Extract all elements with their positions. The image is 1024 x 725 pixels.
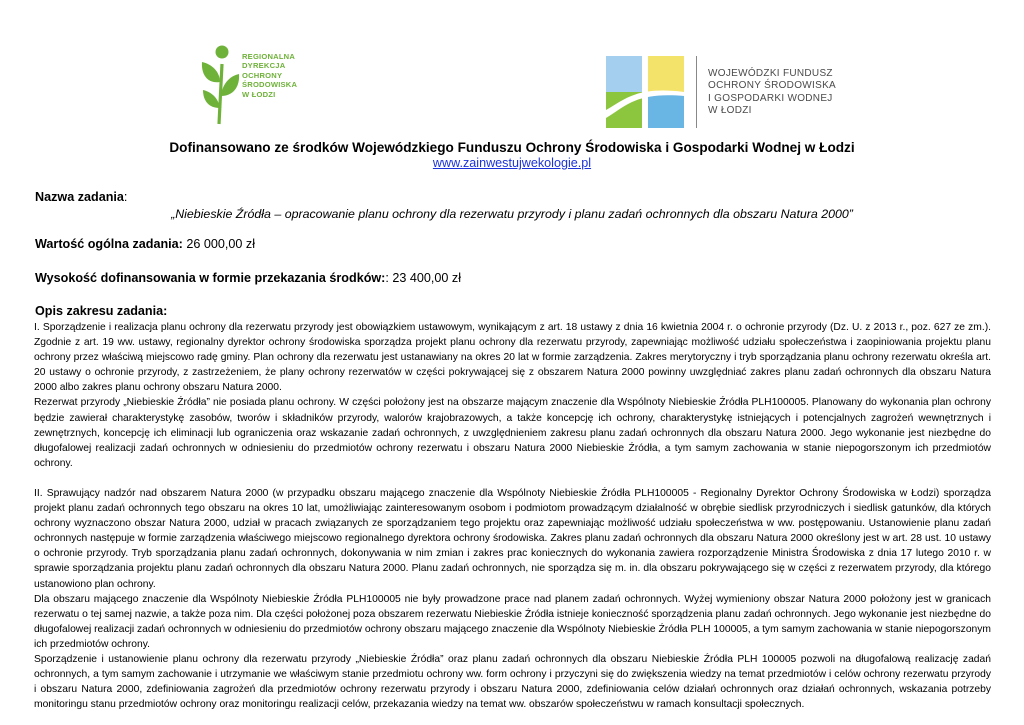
rdos-line-5: W ŁODZI [242, 89, 276, 99]
wf-line-3: I GOSPODARKI WODNEJ [708, 92, 833, 104]
total-value-amount: 26 000,00 zł [182, 237, 256, 251]
grant-row [35, 271, 461, 285]
wfosigw-emblem-icon [606, 56, 690, 128]
description-heading: Opis zakresu zadania: [35, 304, 168, 318]
page-title: Dofinansowano ze środków Wojewódzkiego Funduszu Ochrony Środowiska i Gospodarki Wodnej w Łodzi [169, 140, 855, 155]
description-paragraph-4: Dla obszaru mającego znaczenie dla Wspólnoty Niebieskie Źródła PLH100005 nie były prowadzone prace nad planem zadań ochronnych. Wyżej wymieniony obszar Natura 2000 położony jest w granicach rezerwatu o tej samej nazwie, a także poza nim. Dla części położonej poza obszarem rezerwatu Niebieskie Źródła istnieje konieczność sporządzenia planu zadań ochronnych. Jego wykonanie jest niezbędne do długofalowej realizacji zadań ochronnych w odniesieniu do przedmiotów ochrony obszaru mającego znaczenie dla Wspólnoty Niebieskie Źródła PLH 100005, a tym samym zachowania w stanie niepogorszonym ich przedmiotów ochrony. [34, 593, 991, 650]
rdos-line-1: REGIONALNA [242, 52, 296, 61]
grant-label: Wysokość dofinansowania w formie przekazania środków: [35, 271, 386, 285]
description-paragraph-5: Sporządzenie i ustanowienie planu ochrony dla rezerwatu przyrody „Niebieskie Źródła” oraz planu zadań ochronnych dla obszaru Niebieskie Źródła PLH 100005 pozwoli na długofalową realizację zadań ochronnych, a tym samym zachowanie i utrzymanie we właściwym stanie przedmiotu ochrony ww. form ochrony i przyczyni się do zwiększenia wiedzy na temat przedmiotów i celów ochrony rezerwatu przyrody i obszaru Natura 2000, zdefiniowania zagrożeń dla przedmiotów ochrony rezerwatu przyrody i obszaru Natura 2000, zdefiniowania celów działań ochronnych oraz działań ochronnych, wskazania potrzeby monitoringu stanu przedmiotów ochrony oraz monitoringu realizacji celów, przekazania wiedzy na temat ww. obszarów społeczeństwu w ramach konsultacji społecznych. [34, 653, 991, 711]
description-body [34, 320, 991, 712]
wf-line-2: OCHRONY ŚRODOWISKA [708, 80, 837, 92]
description-paragraph-2: Rezerwat przyrody „Niebieskie Źródła” nie posiada planu ochrony. W części położony jest na obszarze mającym znaczenie dla Wspólnoty Niebieskie Źródła PLH100005. Planowany do wykonania plan ochrony będzie zawierał charakterystykę zasobów, tworów i składników przyrody, walorów krajobrazowych, a także koncepcję ich ochrony, charakterystykę istniejących i potencjalnych zagrożeń wewnętrznych i zewnętrznych, koncepcję ich eliminacji lub ograniczenia oraz wskazanie zadań ochronnych, z uwzględnieniem zakresu planu zadań ochronnych dla obszaru Natura 2000. Jego wykonanie jest niezbędne do długofalowej realizacji zadań ochronnych w odniesieniu do przedmiotów ochrony rezerwatu i obszaru Natura 2000 Niebieskie Źródła, a tym samym zachowania w stanie niepogorszonym ich przedmiotów ochrony. [34, 397, 991, 469]
wf-line-1: WOJEWÓDZKI FUNDUSZ [708, 68, 833, 79]
task-name-label: Nazwa zadania [35, 190, 124, 204]
task-name-row: Nazwa zadania: [35, 190, 128, 204]
logo-divider [696, 56, 697, 128]
project-website-link[interactable]: www.zainwestujwekologie.pl [432, 156, 592, 170]
wf-line-4: W ŁODZI [708, 105, 752, 117]
rdos-line-2: DYREKCJA [242, 61, 286, 71]
wfosigw-logo [606, 56, 866, 128]
description-paragraph-3: II. Sprawujący nadzór nad obszarem Natura 2000 (w przypadku obszaru mającego znaczenie dla Wspólnoty Niebieskie Źródła PLH100005 - Regionalny Dyrektor Ochrony Środowiska w Łodzi) sporządza projekt planu zadań ochronnych tego obszaru na okres 10 lat, umożliwiając zainteresowanym osobom i podmiotom prowadzącym działalność w obrębie siedlisk przyrodniczych i siedlisk gatunków, dla których ochrony wyznaczono obszar Natura 2000, udział w pracach związanych ze sporządzaniem tego projektu oraz zapewniając możliwość udziału społeczeństwa w ww. postępowaniu. Ustanowienie planu zadań ochronnych następuje w formie zarządzenia właściwego miejscowo regionalnego dyrektora ochrony środowiska. Zakres planu zadań ochronnych dla obszaru Natura 2000 określony jest w art. 28 ust. 10 ustawy o ochronie przyrody. Tryb sporządzania planu zadań ochronnych, dokonywania w nim zmian i zakres prac koniecznych do wykonania zawiera rozporządzenie Ministra Środowiska z dnia 17 lutego 2010 r. w sprawie sporządzania projektu planu zadań ochronnych dla obszaru Natura 2000. Planu zadań ochronnych, nie sporządza się m. in. dla obszaru pokrywającego się w części z rezerwatem przyrody, dla którego ustanowiono plan ochrony. [34, 487, 991, 590]
total-value-row [35, 237, 255, 251]
rdos-line-3: OCHRONY [242, 70, 283, 80]
total-value-label: Wartość ogólna zadania: [35, 237, 183, 251]
grant-amount: : 23 400,00 zł [385, 271, 462, 285]
rdos-logo [198, 44, 308, 126]
rdos-line-4: ŚRODOWISKA [242, 80, 298, 90]
task-name-value: „Niebieskie Źródła – opracowanie planu ochrony dla rezerwatu przyrody i planu zadań ochronnych dla obszaru Natura 2000” [171, 207, 853, 221]
description-paragraph-1: I. Sporządzenie i realizacja planu ochrony dla rezerwatu przyrody jest obowiązkiem ustawowym, wynikającym z art. 18 ustawy z dnia 16 kwietnia 2004 r. o ochronie przyrody (Dz. U. z 2013 r., poz. 627 ze zm.). Zgodnie z art. 19 ww. ustawy, regionalny dyrektor ochrony środowiska sporządza projekt planu ochrony dla rezerwatu przyrody, zapewniając możliwość udziału społeczeństwa i zaopiniowania projektu planu ochrony przez właściwą miejscowo radę gminy. Plan ochrony dla rezerwatu jest ustanawiany na okres 20 lat w formie zarządzenia. Zakres merytoryczny i tryb sporządzania planu ochrony rezerwatu określa art. 20 ustawy o ochronie przyrody, z zastrzeżeniem, że plany ochrony rezerwatów w części pokrywającej się z obszarem Natura 2000 powinny uwzględniać zakres planu zadań ochronnych dla obszaru Natura 2000 albo zakres planu ochrony obszaru Natura 2000. [34, 322, 991, 394]
leaf-person-icon [198, 44, 242, 126]
